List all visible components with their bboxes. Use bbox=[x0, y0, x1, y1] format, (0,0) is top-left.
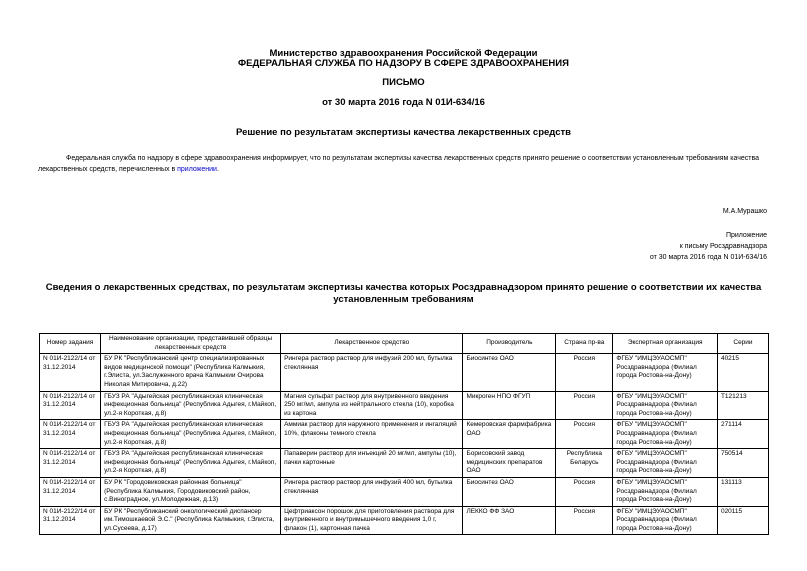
cell-series: 020115 bbox=[717, 506, 768, 535]
intro-end: . bbox=[216, 166, 219, 173]
signature: М.А.Мурашко bbox=[722, 208, 767, 215]
cell-organization: ГБУЗ РА "Адыгейская республиканская клиническая инфекционная больница" (Республика Адыгея, г.Майкоп, ул.2-я Короткая, д.8) bbox=[101, 391, 281, 420]
table-row bbox=[40, 391, 769, 420]
cell-country: Россия bbox=[556, 391, 613, 420]
cell-country: Россия bbox=[556, 420, 613, 449]
header-series: Серии bbox=[717, 334, 768, 354]
appendix-line-2: к письму Росздравнадзора bbox=[679, 243, 767, 250]
doc-type: ПИСЬМО bbox=[382, 77, 425, 88]
table-row bbox=[40, 420, 769, 449]
cell-organization: БУ РК "Республиканский онкологический диспансер им.Тимошкаевой Э.С." (Республика Калмыкия, г.Элиста, ул.Сусеева, д.17) bbox=[101, 506, 281, 535]
header-medicine: Лекарственное средство bbox=[281, 334, 463, 354]
cell-medicine: Рингера раствор раствор для инфузий 400 мл, бутылка стеклянная bbox=[281, 477, 463, 506]
cell-country: Республика Беларусь bbox=[556, 449, 613, 478]
cell-series: Т121213 bbox=[717, 391, 768, 420]
cell-expert-org: ФГБУ "ИМЦЭУАОСМП" Росздравнадзора (Филиал города Ростова-на-Дону) bbox=[613, 420, 718, 449]
ministry-title: Министерство здравоохранения Российской Федерации bbox=[269, 48, 538, 59]
cell-series: 131113 bbox=[717, 477, 768, 506]
cell-task-number: N 01И-2122/14 от 31.12.2014 bbox=[40, 506, 101, 535]
header-country: Страна пр-ва bbox=[556, 334, 613, 354]
cell-task-number: N 01И-2122/14 от 31.12.2014 bbox=[40, 354, 101, 391]
intro-paragraph bbox=[38, 153, 770, 175]
header-task-number: Номер задания bbox=[40, 334, 101, 354]
cell-medicine: Аммиак раствор для наружного применения и ингаляций 10%, флаконы темного стекла bbox=[281, 420, 463, 449]
doc-date: от 30 марта 2016 года N 01И-634/16 bbox=[322, 97, 485, 108]
cell-task-number: N 01И-2122/14 от 31.12.2014 bbox=[40, 477, 101, 506]
appendix-line-3: от 30 марта 2016 года N 01И-634/16 bbox=[649, 254, 767, 261]
appendix-link[interactable]: приложении bbox=[177, 166, 217, 173]
cell-task-number: N 01И-2122/14 от 31.12.2014 bbox=[40, 391, 101, 420]
table-row bbox=[40, 449, 769, 478]
cell-organization: БУ РК "Республиканский центр специализированных видов медицинской помощи" (Республика Калмыкия, г.Элиста, ул.Заслуженного врача Калмыкии Очирова Николая Митировича, д.22) bbox=[101, 354, 281, 391]
cell-expert-org: ФГБУ "ИМЦЭУАОСМП" Росздравнадзора (Филиал города Ростова-на-Дону) bbox=[613, 391, 718, 420]
service-title: ФЕДЕРАЛЬНАЯ СЛУЖБА ПО НАДЗОРУ В СФЕРЕ ЗДРАВООХРАНЕНИЯ bbox=[238, 58, 569, 69]
appendix-line-1: Приложение bbox=[725, 232, 767, 239]
cell-task-number: N 01И-2122/14 от 31.12.2014 bbox=[40, 420, 101, 449]
cell-series: 40215 bbox=[717, 354, 768, 391]
header-manufacturer: Производитель bbox=[463, 334, 556, 354]
table-row bbox=[40, 506, 769, 535]
table-header-row bbox=[40, 334, 769, 354]
cell-manufacturer: Биосинтез ОАО bbox=[463, 477, 556, 506]
table-row bbox=[40, 354, 769, 391]
medicines-table bbox=[39, 333, 769, 535]
table-title: Сведения о лекарственных средствах, по результатам экспертизы качества которых Росздравнадзором принято решение о соответствии их качества установленным требованиям bbox=[45, 282, 762, 305]
cell-expert-org: ФГБУ "ИМЦЭУАОСМП" Росздравнадзора (Филиал города Ростова-на-Дону) bbox=[613, 354, 718, 391]
cell-country: Россия bbox=[556, 354, 613, 391]
cell-expert-org: ФГБУ "ИМЦЭУАОСМП" Росздравнадзора (Филиал города Ростова-на-Дону) bbox=[613, 449, 718, 478]
table-row bbox=[40, 477, 769, 506]
doc-subject: Решение по результатам экспертизы качества лекарственных средств bbox=[236, 127, 571, 138]
cell-organization: ГБУЗ РА "Адыгейская республиканская клиническая инфекционная больница" (Республика Адыгея, г.Майкоп, ул.2-я Короткая, д.8) bbox=[101, 449, 281, 478]
cell-medicine: Цефтриаксон порошок для приготовления раствора для внутривенного и внутримышечного введения 1,0 г, флакон (1), картонная пачка bbox=[281, 506, 463, 535]
cell-medicine: Рингера раствор раствор для инфузий 200 мл, бутылка стеклянная bbox=[281, 354, 463, 391]
cell-manufacturer: Борисовский завод медицинских препаратов ОАО bbox=[463, 449, 556, 478]
cell-task-number: N 01И-2122/14 от 31.12.2014 bbox=[40, 449, 101, 478]
appendix-reference bbox=[650, 230, 767, 263]
cell-manufacturer: ЛЕККО ФФ ЗАО bbox=[463, 506, 556, 535]
cell-expert-org: ФГБУ "ИМЦЭУАОСМП" Росздравнадзора (Филиал города Ростова-на-Дону) bbox=[613, 477, 718, 506]
cell-expert-org: ФГБУ "ИМЦЭУАОСМП" Росздравнадзора (Филиал города Ростова-на-Дону) bbox=[613, 506, 718, 535]
cell-country: Россия bbox=[556, 477, 613, 506]
header-organization: Наименование организации, представившей образцы лекарственных средств bbox=[101, 334, 281, 354]
cell-series: 750514 bbox=[717, 449, 768, 478]
cell-manufacturer: Кемеровская фармфабрика ОАО bbox=[463, 420, 556, 449]
header-expert-org: Экспертная организация bbox=[613, 334, 718, 354]
cell-medicine: Папаверин раствор для инъекций 20 мг/мл, ампулы (10), пачки картонные bbox=[281, 449, 463, 478]
cell-series: 271114 bbox=[717, 420, 768, 449]
cell-manufacturer: Микроген НПО ФГУП bbox=[463, 391, 556, 420]
cell-organization: БУ РК "Городовиковская районная больница" (Республика Калмыкия, Городовиковский район, с.Виноградное, ул.Молодежная, д.13) bbox=[101, 477, 281, 506]
cell-medicine: Магния сульфат раствор для внутривенного введения 250 мг/мл, ампула из нейтрального стекла (10), коробка из картона bbox=[281, 391, 463, 420]
intro-text: Федеральная служба по надзору в сфере здравоохранения информирует, что по результатам экспертизы качества лекарственных средств принято решение о соответствии установленным требованиям качества лекарственных средств, перечисленных в bbox=[38, 155, 760, 173]
cell-country: Россия bbox=[556, 506, 613, 535]
cell-organization: ГБУЗ РА "Адыгейская республиканская клиническая инфекционная больница" (Республика Адыгея, г.Майкоп, ул.2-я Короткая, д.8) bbox=[101, 420, 281, 449]
cell-manufacturer: Биосинтез ОАО bbox=[463, 354, 556, 391]
